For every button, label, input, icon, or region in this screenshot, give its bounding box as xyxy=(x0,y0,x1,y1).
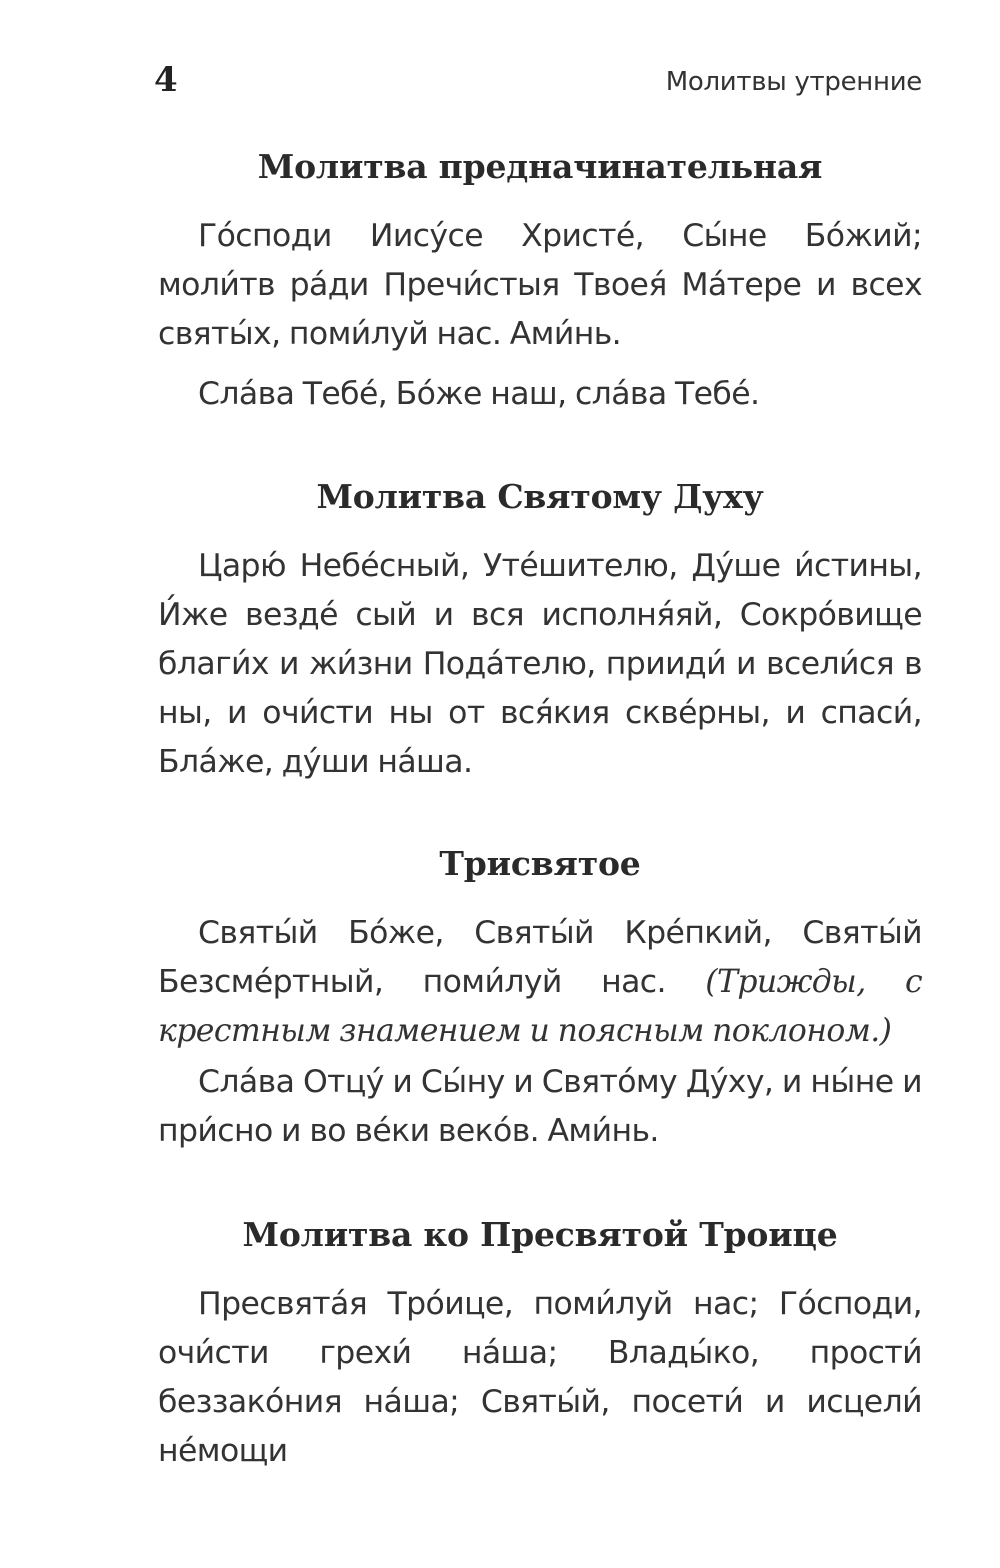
prayer-heading: Трисвятое xyxy=(439,844,641,883)
rubric-note: (Трижды, с крестным знамением и поясным поклоном.) xyxy=(158,964,922,1049)
prayer-paragraph xyxy=(158,909,922,1056)
running-head xyxy=(154,58,922,108)
prayer-heading: Молитва ко Пресвятой Троице xyxy=(242,1215,838,1254)
prayer-heading: Молитва Святому Духу xyxy=(316,477,764,516)
prayer-paragraph: Сла́ва Тебе́, Бо́же наш, сла́ва Тебе́. xyxy=(198,376,760,412)
prayer-paragraph: Царю́ Небе́сный, Уте́шителю, Ду́ше и́стины, И́же везде́ сый и вся исполня́яй, Сокро́вище благи́х и жи́зни Пода́телю, прииди́ и всели́ся в ны, и очи́сти ны от вся́кия скве́рны, и спаси́, Бла́же, ду́ши на́ша. xyxy=(158,548,922,780)
page-number: 4 xyxy=(154,60,178,100)
book-page xyxy=(154,0,922,1568)
section-title: Молитвы утренние xyxy=(665,67,922,97)
prayer-heading: Молитва предначинательная xyxy=(257,147,823,186)
prayer-text: Святы́й Бо́же, Святы́й Кре́пкий, Святы́й Безсме́ртный, поми́луй нас. xyxy=(158,915,922,1000)
prayer-paragraph: Пресвята́я Тро́ице, поми́луй нас; Го́споди, очи́сти грехи́ на́ша; Влады́ко, прости́ беззако́ния на́ша; Святы́й, посети́ и исцели́ не́мощи xyxy=(158,1286,922,1469)
prayer-paragraph: Го́споди Иису́се Христе́, Сы́не Бо́жий; моли́тв ра́ди Пречи́стыя Твоея́ Ма́тере и всех святы́х, поми́луй нас. Ами́нь. xyxy=(158,218,922,352)
prayer-paragraph: Сла́ва Отцу́ и Сы́ну и Свято́му Ду́ху, и ны́не и при́сно и во ве́ки веко́в. Ами́нь. xyxy=(158,1064,922,1149)
